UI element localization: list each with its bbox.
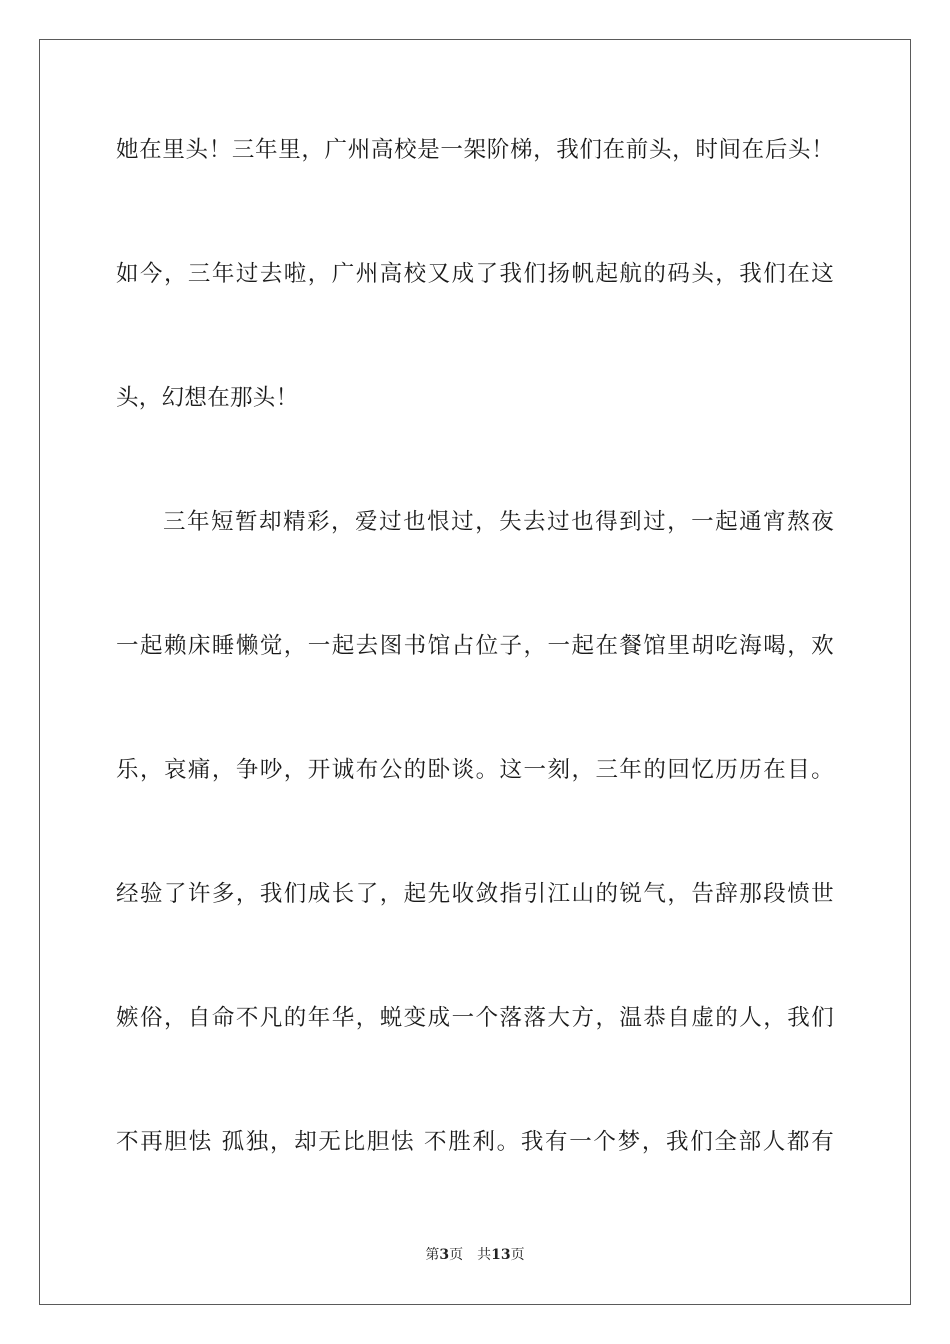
paragraph-line-8: 嫉俗，自命不凡的年华，蜕变成一个落落大方，温恭自虚的人，我们 bbox=[116, 1005, 834, 1031]
paragraph-line-3: 头，幻想在那头！ bbox=[116, 385, 299, 411]
paragraph-line-1: 她在里头！三年里，广州高校是一架阶梯，我们在前头，时间在后头！ bbox=[116, 137, 834, 163]
paragraph-line-5: 一起赖床睡懒觉，一起去图书馆占位子，一起在餐馆里胡吃海喝，欢 bbox=[116, 633, 834, 659]
page-border bbox=[39, 39, 911, 1305]
paragraph-line-4: 三年短暂却精彩，爱过也恨过，失去过也得到过，一起通宵熬夜 bbox=[163, 509, 834, 535]
total-prefix: 共 bbox=[477, 1247, 492, 1263]
page-suffix: 页 bbox=[449, 1247, 464, 1263]
page-number: 3 bbox=[439, 1247, 450, 1263]
paragraph-line-2: 如今，三年过去啦，广州高校又成了我们扬帆起航的码头，我们在这 bbox=[116, 261, 834, 287]
total-pages: 13 bbox=[491, 1247, 511, 1263]
total-suffix: 页 bbox=[510, 1247, 525, 1263]
paragraph-line-9: 不再胆怯 孤独，却无比胆怯 不胜利。我有一个梦，我们全部人都有 bbox=[116, 1129, 834, 1155]
paragraph-line-6: 乐，哀痛，争吵，开诚布公的卧谈。这一刻，三年的回忆历历在目。 bbox=[116, 757, 834, 783]
paragraph-line-7: 经验了许多，我们成长了，起先收敛指引江山的锐气，告辞那段愤世 bbox=[116, 881, 834, 907]
page-prefix: 第 bbox=[425, 1247, 440, 1263]
page-footer bbox=[0, 1245, 950, 1265]
